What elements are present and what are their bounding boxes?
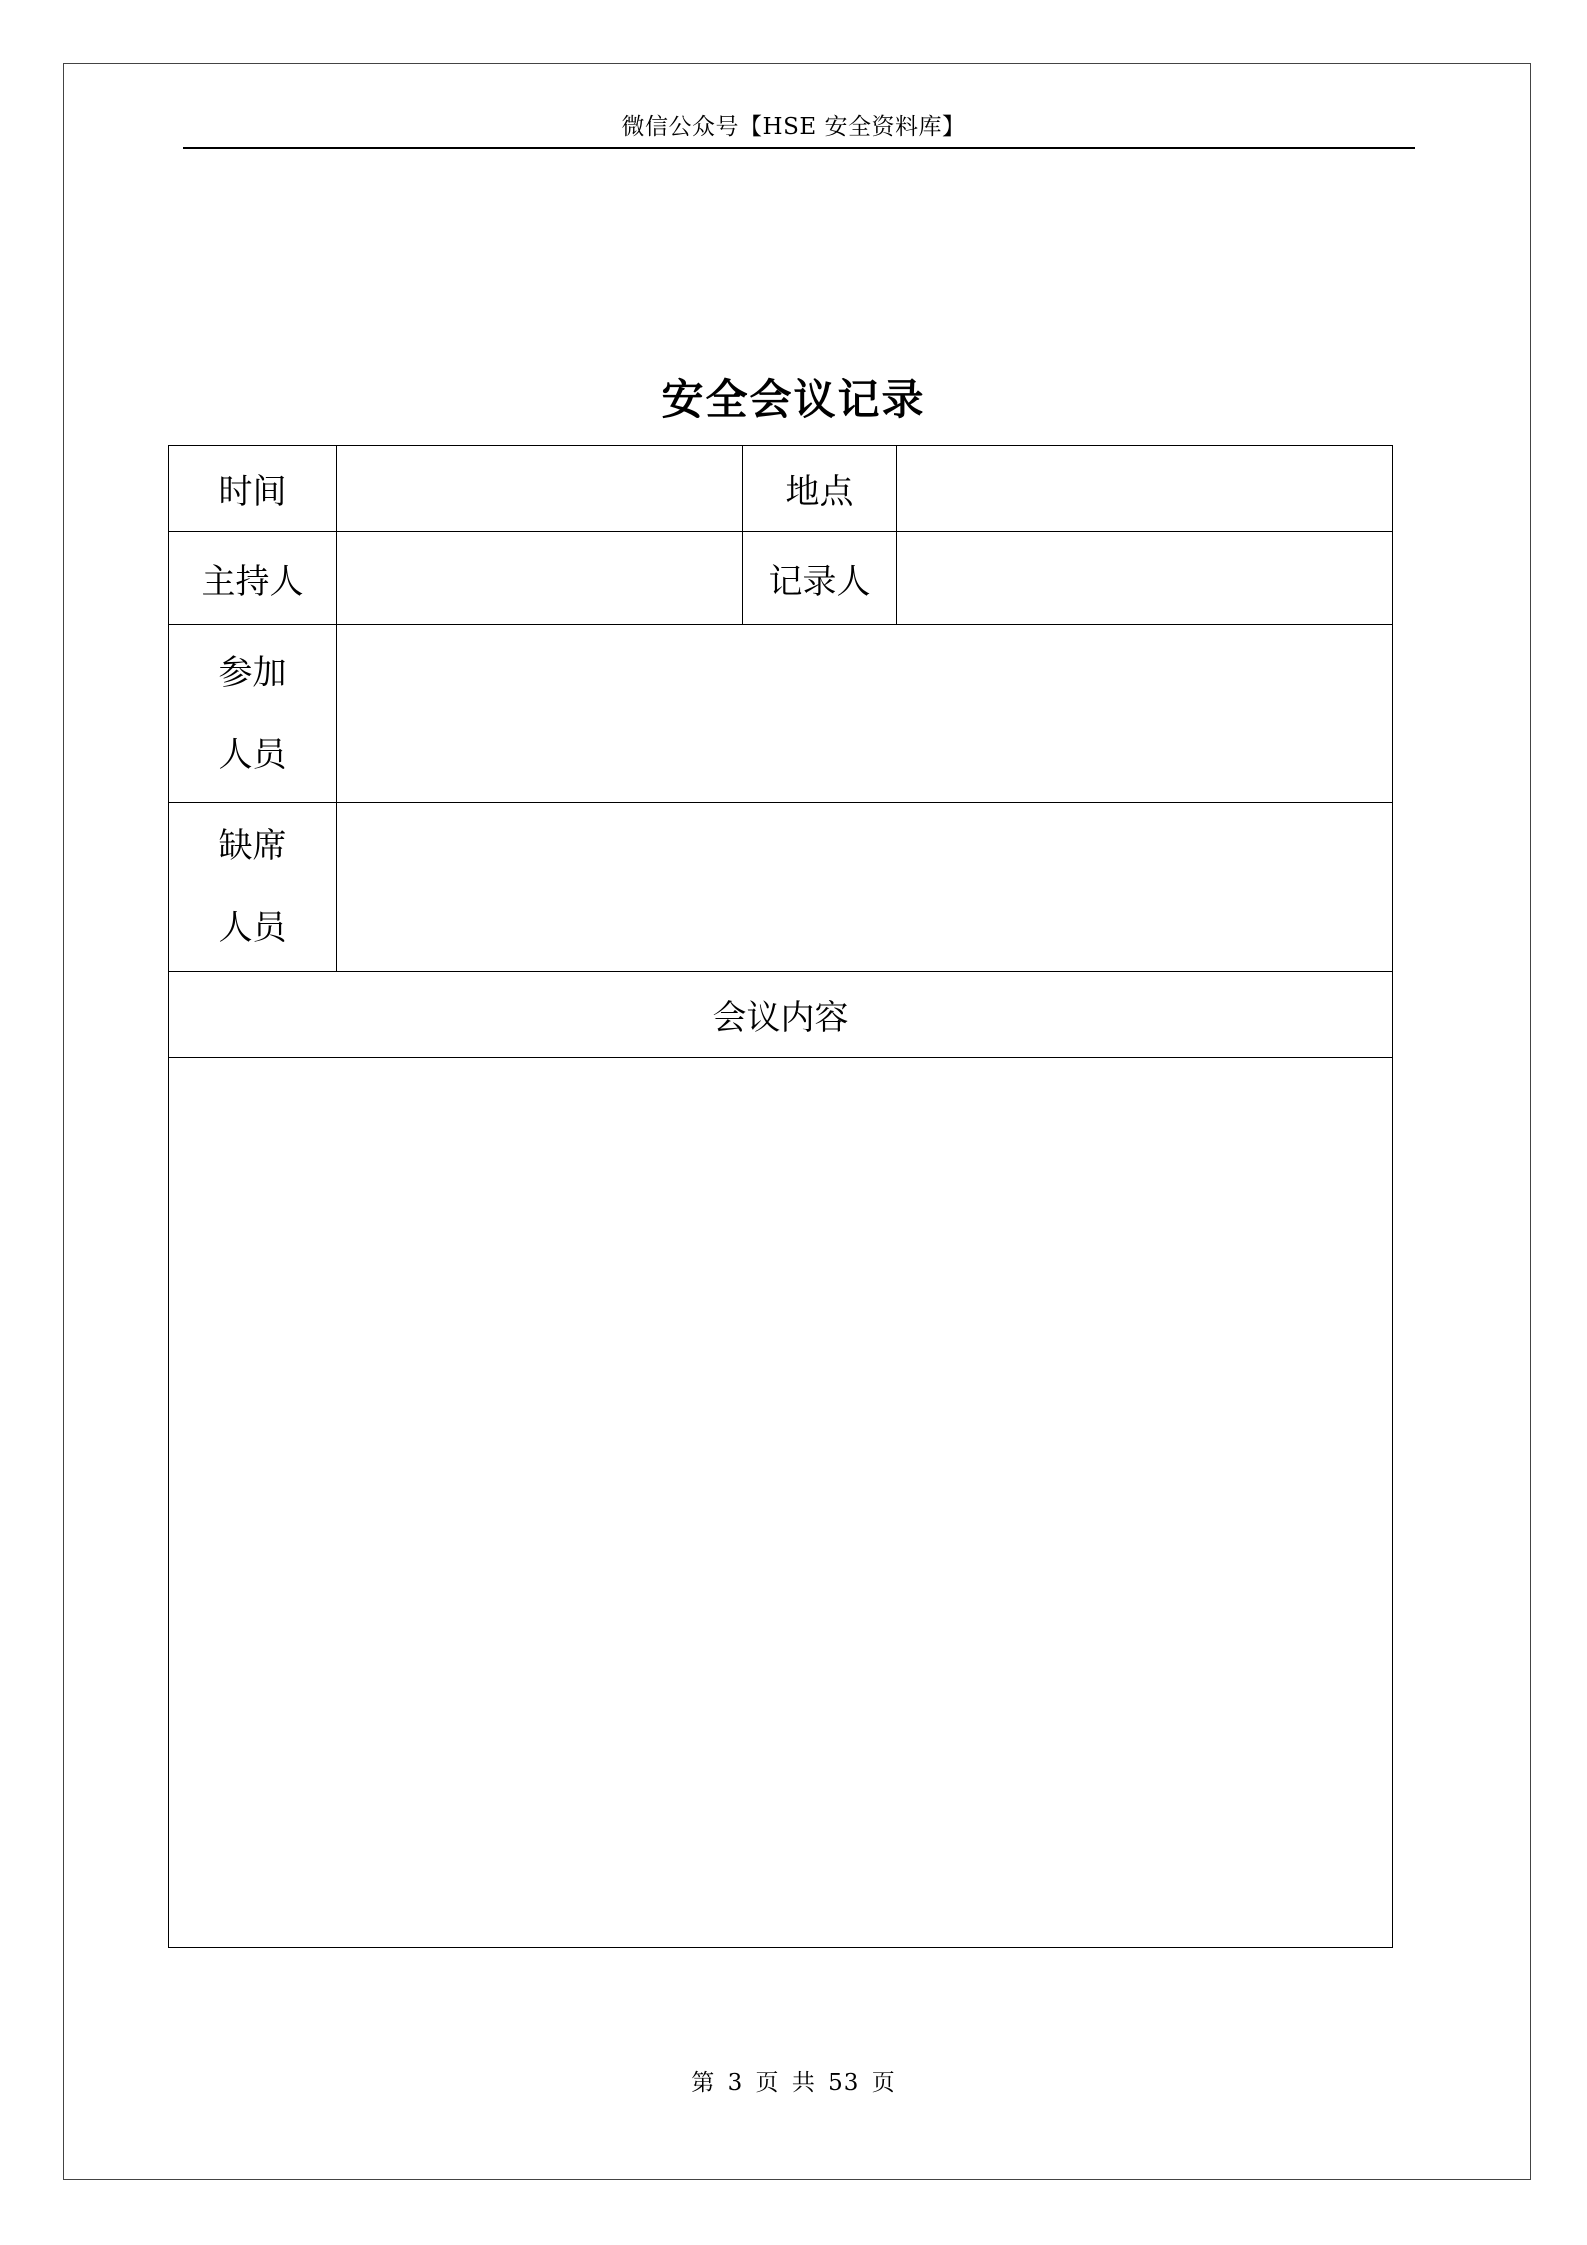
page-header: 微信公众号【HSE 安全资料库】 [621, 114, 966, 140]
host-label: 主持人 [169, 532, 337, 625]
absentees-label-line1: 缺席 [218, 826, 287, 866]
host-field[interactable] [337, 532, 743, 625]
table-row-content [169, 1058, 1393, 1948]
absentees-field[interactable] [337, 803, 1393, 972]
recorder-field[interactable] [897, 532, 1393, 625]
absentees-label [169, 803, 337, 972]
table-row-absentees [169, 803, 1393, 972]
location-label: 地点 [743, 446, 897, 532]
attendees-label-line1: 参加 [218, 652, 287, 693]
attendees-field[interactable] [337, 625, 1393, 803]
header-rule [183, 147, 1415, 149]
page-footer: 第 3 页 共 53 页 [691, 2070, 896, 2096]
document-title: 安全会议记录 [661, 375, 926, 424]
attendees-label [169, 625, 337, 803]
attendees-label-line2: 人员 [218, 734, 287, 775]
time-label: 时间 [169, 446, 337, 532]
time-field[interactable] [337, 446, 743, 532]
table-row-attendees [169, 625, 1393, 803]
meeting-record-table [168, 445, 1393, 1948]
meeting-content-field[interactable] [169, 1058, 1393, 1948]
table-row-content-header [169, 972, 1393, 1058]
recorder-label: 记录人 [743, 532, 897, 625]
meeting-content-header: 会议内容 [169, 972, 1393, 1058]
table-row-host-recorder [169, 532, 1393, 625]
absentees-label-line2: 人员 [218, 908, 287, 948]
table-row-time-location [169, 446, 1393, 532]
location-field[interactable] [897, 446, 1393, 532]
